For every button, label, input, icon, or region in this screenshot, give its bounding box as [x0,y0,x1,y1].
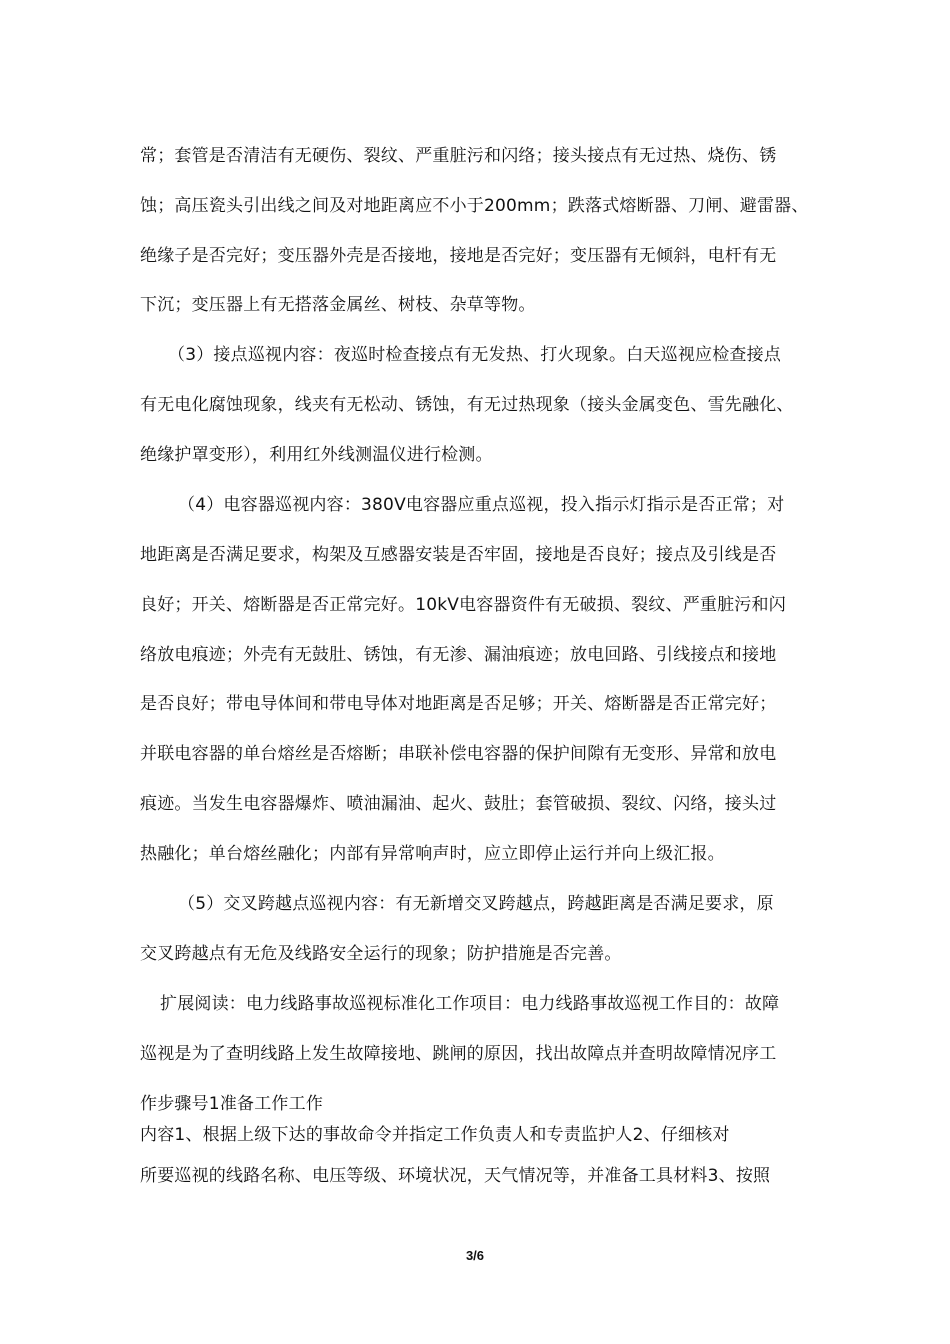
text-line: 地距离是否满足要求，构架及互感器安装是否牢固，接地是否良好；接点及引线是否 [140,545,777,565]
text-line: 良好；开关、熔断器是否正常完好。10kV电容器资件有无破损、裂纹、严重脏污和闪 [140,595,786,615]
text-line: 常；套管是否清洁有无硬伤、裂纹、严重脏污和闪络；接头接点有无过热、烧伤、锈 [140,146,777,166]
paragraph-4-start: （4）电容器巡视内容：380V电容器应重点巡视，投入指示灯指示是否正常；对 [178,495,785,515]
text-line: 是否良好；带电导体间和带电导体对地距离是否足够；开关、熔断器是否正常完好； [140,694,777,714]
paragraph-3-start: （3）接点巡视内容：夜巡时检查接点有无发热、打火现象。白天巡视应检查接点 [168,345,782,365]
text-line: 所要巡视的线路名称、电压等级、环境状况，天气情况等，并准备工具材料3、按照 [140,1166,771,1186]
text-line: 内容1、根据上级下达的事故命令并指定工作负责人和专责监护人2、仔细核对 [140,1125,730,1145]
page-number: 3/6 [465,1248,485,1263]
text-line: 绝缘护罩变形），利用红外线测温仪进行检测。 [140,445,493,465]
text-line: 巡视是为了查明线路上发生故障接地、跳闸的原因，找出故障点并查明故障情况序工 [140,1044,777,1064]
text-line: 作步骤号1准备工作工作 [140,1094,324,1114]
text-line: 下沉；变压器上有无搭落金属丝、树枝、杂草等物。 [140,295,536,315]
text-line: 热融化；单台熔丝融化；内部有异常响声时，应立即停止运行并向上级汇报。 [140,844,725,864]
text-line: 交叉跨越点有无危及线路安全运行的现象；防护措施是否完善。 [140,944,622,964]
text-line: 络放电痕迹；外壳有无鼓肚、锈蚀，有无渗、漏油痕迹；放电回路、引线接点和接地 [140,645,777,665]
paragraph-5-start: （5）交叉跨越点巡视内容：有无新增交叉跨越点，跨越距离是否满足要求，原 [178,894,774,914]
text-line: 并联电容器的单台熔丝是否熔断；串联补偿电容器的保护间隙有无变形、异常和放电 [140,744,777,764]
text-line: 有无电化腐蚀现象，线夹有无松动、锈蚀，有无过热现象（接头金属变色、雪先融化、 [140,395,794,415]
text-line: 痕迹。当发生电容器爆炸、喷油漏油、起火、鼓肚；套管破损、裂纹、闪络，接头过 [140,794,777,814]
text-line: 蚀；高压瓷头引出线之间及对地距离应不小于200mm；跌落式熔断器、刀闸、避雷器、 [140,196,809,216]
extended-reading-start: 扩展阅读：电力线路事故巡视标准化工作项目：电力线路事故巡视工作目的：故障 [160,994,780,1014]
text-line: 绝缘子是否完好；变压器外壳是否接地，接地是否完好；变压器有无倾斜，电杆有无 [140,246,777,266]
